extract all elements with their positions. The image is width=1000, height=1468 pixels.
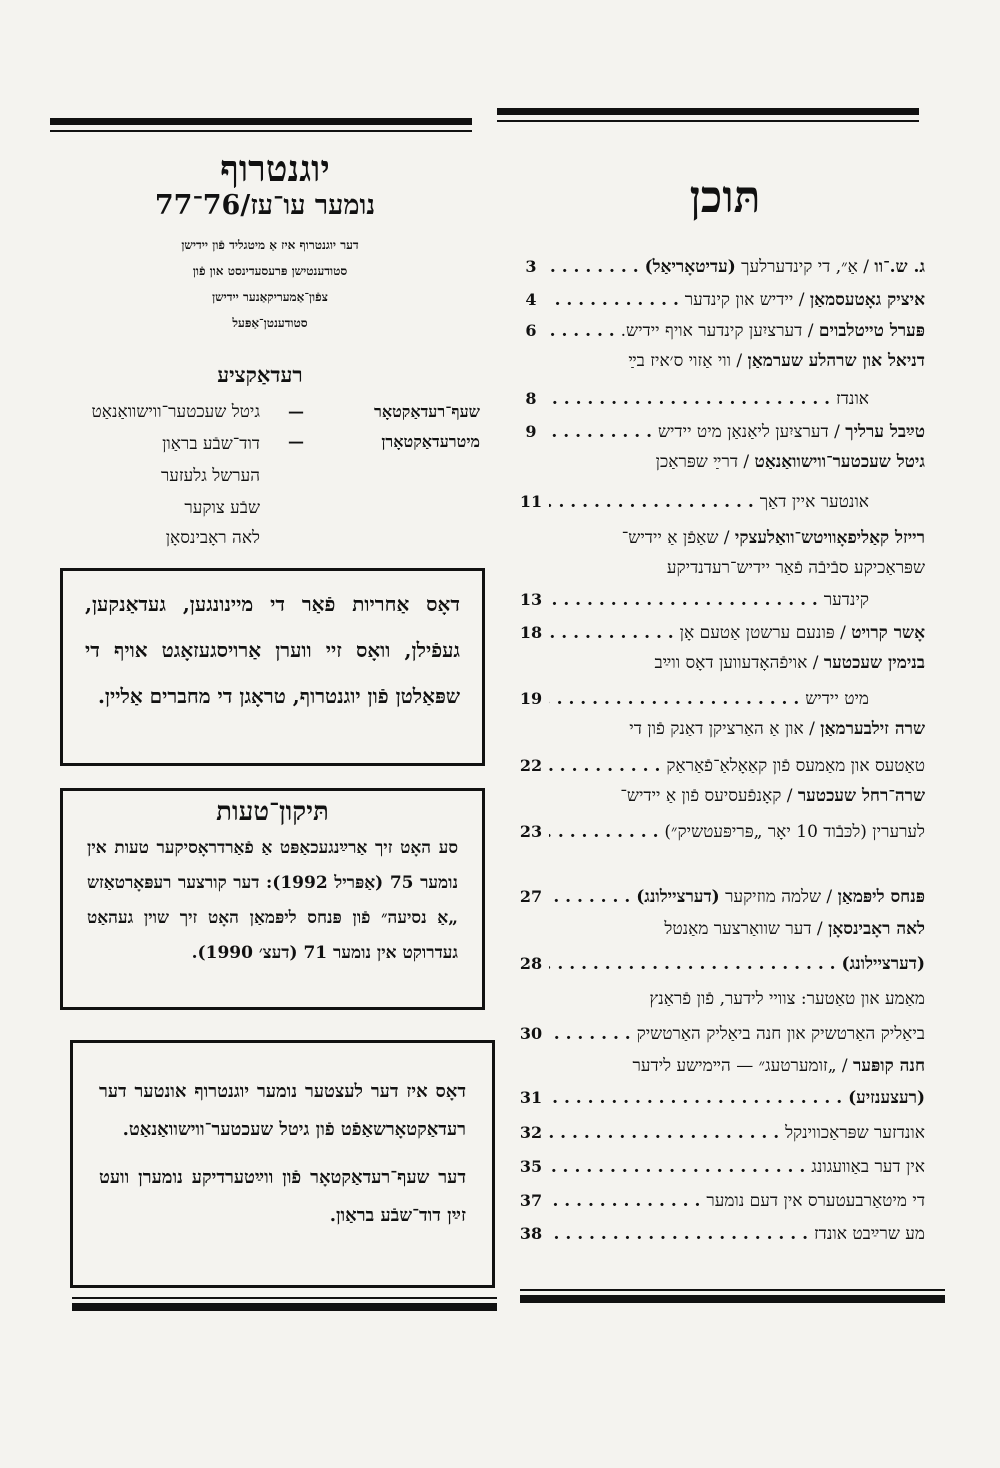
toc-entry (515, 1219, 925, 1249)
staff-name: הערשל גלעזער (160, 466, 260, 486)
toc-author: אָשר קרויט (851, 623, 925, 643)
toc-entry-text (549, 1019, 925, 1049)
toc-article-title: אונטער איין דאַך (759, 492, 869, 512)
toc-author: איציק גאָטעסמאַן (809, 290, 925, 310)
toc-author: לאה ראָבינסאָן (828, 919, 925, 939)
toc-article-title: טאַטעס און מאַמעס פֿון קאַאָלאַ־פֿאַראַק (666, 756, 925, 776)
toc-entry-text (549, 781, 925, 811)
toc-article-title: / קאָנפֿעסיעס פֿון אַ יידיש־ (620, 786, 798, 806)
toc-page-number: 18 (519, 623, 543, 642)
toc-genre-label: (דערציילונג) (636, 887, 720, 907)
toc-entry (515, 1083, 925, 1113)
disclaimer-box (60, 568, 485, 766)
toc-entry-text (549, 714, 925, 744)
toc-entry-text (549, 817, 925, 847)
toc-entry-text (549, 1118, 925, 1148)
left-bottom-rule-thin (72, 1297, 497, 1299)
toc-entry (515, 684, 925, 714)
toc-page-number: 11 (519, 492, 543, 511)
toc-page-number: 22 (519, 756, 543, 775)
toc-page-number: 38 (519, 1224, 543, 1243)
toc-entry-text (549, 316, 925, 346)
toc-entry (515, 384, 925, 414)
toc-entry-text (549, 285, 925, 315)
staff-name: דוד־שבֿע בראַון (162, 434, 260, 454)
toc-author: חנה קופּער (853, 1056, 925, 1076)
toc-entry-text (549, 618, 925, 648)
toc-entry-text (549, 1186, 925, 1216)
publisher-line: צפֿון־אַמעריקאַנער יידישן (212, 290, 328, 304)
toc-article-title: / דער שוואַרצער מאַנטל (664, 919, 829, 939)
staff-name: גיטל שעכטער־ווישוואַנאַט (91, 402, 260, 422)
toc-article-title: ביאַליק האַרטשיק און חנה ביאַליק האַרטשיק (636, 1024, 925, 1044)
left-top-rule-thick (50, 118, 472, 125)
toc-article-title: מע שרײַבט אונדז (813, 1224, 925, 1244)
toc-author: שרה־רחל שעכטער (797, 786, 925, 806)
errata-box (60, 788, 485, 1010)
masthead-issue-number: נומער עו־עז/76־77 (154, 190, 376, 221)
toc-title: תּוכן (689, 172, 761, 223)
toc-page-number: 32 (519, 1123, 543, 1142)
toc-entry (515, 914, 925, 944)
toc-entry (515, 618, 925, 648)
toc-entry-text (549, 553, 925, 583)
toc-page-number: 23 (519, 822, 543, 841)
toc-article-title: קינדער (823, 590, 869, 610)
left-top-rule-thin (50, 130, 472, 132)
toc-entry-text (549, 417, 925, 447)
toc-entry (515, 781, 925, 811)
toc-article-title: / שלמה מוזיקער (719, 887, 838, 907)
errata-heading: תּיקון־טעות (216, 797, 329, 827)
toc-entry-text (549, 1051, 925, 1081)
toc-entry (515, 316, 925, 346)
toc-entry-text (549, 523, 925, 553)
editorial-board-heading: רעדאַקציע (217, 362, 303, 387)
toc-author: שרה זילבערמאַן (820, 719, 925, 739)
toc-entry (515, 487, 925, 517)
publisher-line: סטודענטישן פּרעסעדינסט און פֿון (192, 264, 348, 278)
toc-entry-text (549, 1083, 925, 1113)
toc-page-number: 31 (519, 1088, 543, 1107)
toc-page-number: 6 (525, 321, 537, 340)
toc-entry-text (549, 984, 925, 1014)
toc-entry-text (549, 252, 925, 282)
left-bottom-rule-thick (72, 1303, 497, 1311)
toc-page-number: 13 (519, 590, 543, 609)
toc-author: פּנחס ליפּמאַן (837, 887, 925, 907)
staff-name: שבֿע צוקער (184, 498, 260, 518)
toc-entry-text (549, 949, 925, 979)
publisher-line: סטודענטן־אַפּעל (232, 316, 308, 330)
toc-entry-text (549, 882, 925, 912)
toc-article-title: אונדז (836, 389, 869, 409)
toc-article-title: לערערין (לכּבֿוד 10 יאָר „פּריפּעטשיק״) (664, 822, 925, 842)
editor-change-notice-box (70, 1040, 495, 1288)
toc-entry-text (549, 384, 869, 414)
right-bottom-rule-thin (520, 1289, 945, 1291)
toc-article-title: / פּונעם ערשטן אַטעם אָן (679, 623, 852, 643)
toc-entry (515, 346, 925, 376)
toc-article-title: אין דער באַוועגונג (811, 1157, 925, 1177)
toc-entry-text (549, 447, 925, 477)
toc-entry (515, 984, 925, 1014)
toc-author: בנימין שעכטער (823, 653, 925, 673)
toc-page-number: 8 (525, 389, 537, 408)
toc-article-title: / און אַ האַרציקן דאַנק פֿון די (629, 719, 821, 739)
toc-article-title: / „זומערטעג״ — הײמישע לידער (632, 1056, 854, 1076)
toc-entry (515, 1152, 925, 1182)
toc-entry-text (549, 914, 925, 944)
toc-page-number: 28 (519, 954, 543, 973)
notice-paragraph-last-issue: דאָס איז דער לעצטער נומער יוגנטרוף אונטער דער רעדאַקטאָרשאַפֿט פֿון גיטל שעכטער־ווישוואַנאַט. (99, 1081, 466, 1140)
errata-text: סע האָט זיך אַרײַנגעכאַפּט אַ פֿאַרדראָסיקער טעות אין נומער 75 (אַפּריל 1992): דער קורצער רעפּאָרטאַזש „אַ נסיעה״ פֿון פּנחס ליפּמאַן האָט זיך שוין געהאַט געדרוקט אין נומער 71 (דעצ׳ 1990). (87, 838, 458, 963)
toc-entry (515, 417, 925, 447)
right-top-rule-thin (497, 120, 919, 122)
toc-article-title: אונדזער שפּראַכווינקל (785, 1123, 925, 1143)
toc-article-title: / אויפֿהאָדעווען דאָס ווײַב (654, 653, 824, 673)
toc-page-number: 35 (519, 1157, 543, 1176)
toc-article-title: די מיטאַרבעטערס אין דעם נומער (706, 1191, 925, 1211)
staff-name: לאה ראָבינסאָן (165, 528, 260, 548)
toc-article-title: / דערציִען קינדער אויף יידיש. (620, 321, 819, 341)
toc-page-number: 3 (525, 257, 537, 276)
toc-entry (515, 447, 925, 477)
toc-article-title: / שאַפֿן אַ יידיש־ (621, 528, 735, 548)
toc-author: פּערל טייטלבוים (818, 321, 925, 341)
toc-article-title: / יידיש און קינדער (684, 290, 810, 310)
toc-author: ג. ש.־וו (874, 257, 925, 277)
right-top-rule-thick (497, 108, 919, 115)
disclaimer-text: דאָס אַחריות פֿאַר די מיינונגען, געדאַנקען, געפֿילן, וואָס זיי ווערן אַרויסגעזאָגט אויף די שפּאַלטן פֿון יוגנטרוף, טראָגן די מחברים אַליין. (85, 592, 460, 708)
toc-entry (515, 1019, 925, 1049)
role-dash: — (288, 402, 304, 421)
toc-entry (515, 714, 925, 744)
toc-entry (515, 252, 925, 282)
toc-entry (515, 1051, 925, 1081)
right-bottom-rule-thick (520, 1295, 945, 1303)
toc-article-title: / ווי אַזוי ס׳איז בײַ (628, 351, 748, 371)
toc-entry (515, 949, 925, 979)
toc-page-number: 27 (519, 887, 543, 906)
masthead-name: יוגנטרוף (220, 148, 330, 190)
toc-entry (515, 648, 925, 678)
role-dash: — (288, 432, 304, 451)
notice-paragraph-new-editor: דער שעף־רעדאַקטאָר פֿון ווײַטערדיקע נומערן וועט זײַן דוד־שבֿע בראַון. (99, 1167, 466, 1226)
toc-article-title: מאַמע און טאַטער: צוויי לידער, פֿון פֿראַנץ (649, 989, 925, 1009)
toc-entry-text (549, 487, 869, 517)
toc-article-title: / אַ״, די קינדערלעך (735, 257, 875, 277)
toc-genre-label: (דערציילונג) (841, 954, 925, 974)
toc-entry (515, 751, 925, 781)
toc-entry-text (549, 346, 925, 376)
toc-page-number: 9 (525, 422, 537, 441)
toc-entry-text (549, 585, 869, 615)
toc-author: גיטל שעכטער־ווישוואַנאַט (754, 452, 925, 472)
role-co-editors: מיטרעדאַקטאָרן (381, 432, 480, 451)
toc-author: טײַבל ערליך (845, 422, 925, 442)
publisher-line: דער יוגנטרוף איז אַ מיטגליד פֿון יידישן (181, 238, 359, 252)
toc-article-title: שפּראַכיקע סבֿיבֿה פֿאַר יידיש־רעדנדיקע (666, 558, 925, 578)
role-editor-in-chief: שעף־רעדאַקטאָר (373, 402, 480, 421)
toc-entry-text (549, 1219, 925, 1249)
toc-entry (515, 523, 925, 553)
toc-article-title: / דרײַ שפּראַכן (655, 452, 755, 472)
toc-author: רייזל קאַליפאָוויטש־וואַלעצקי (734, 528, 925, 548)
toc-genre-label: (רעצענזיע) (848, 1088, 925, 1108)
toc-author: דניאל און שרהלע שערמאַן (747, 351, 925, 371)
toc-entry (515, 553, 925, 583)
toc-page-number: 37 (519, 1191, 543, 1210)
toc-entry (515, 1186, 925, 1216)
toc-page-number: 4 (525, 290, 537, 309)
toc-entry-text (549, 684, 869, 714)
toc-article-title: / דערציִען ליאַנאַן מיט יידיש (657, 422, 846, 442)
toc-genre-label: (עדיטאָריאַל) (644, 257, 736, 277)
toc-entry (515, 585, 925, 615)
toc-article-title: מיט יידיש (805, 689, 869, 709)
toc-entry-text (549, 648, 925, 678)
toc-entry-text (549, 751, 925, 781)
toc-entry (515, 817, 925, 847)
toc-entry (515, 285, 925, 315)
toc-entry (515, 1118, 925, 1148)
toc-page-number: 30 (519, 1024, 543, 1043)
toc-entry (515, 882, 925, 912)
toc-entry-text (549, 1152, 925, 1182)
toc-page-number: 19 (519, 689, 543, 708)
